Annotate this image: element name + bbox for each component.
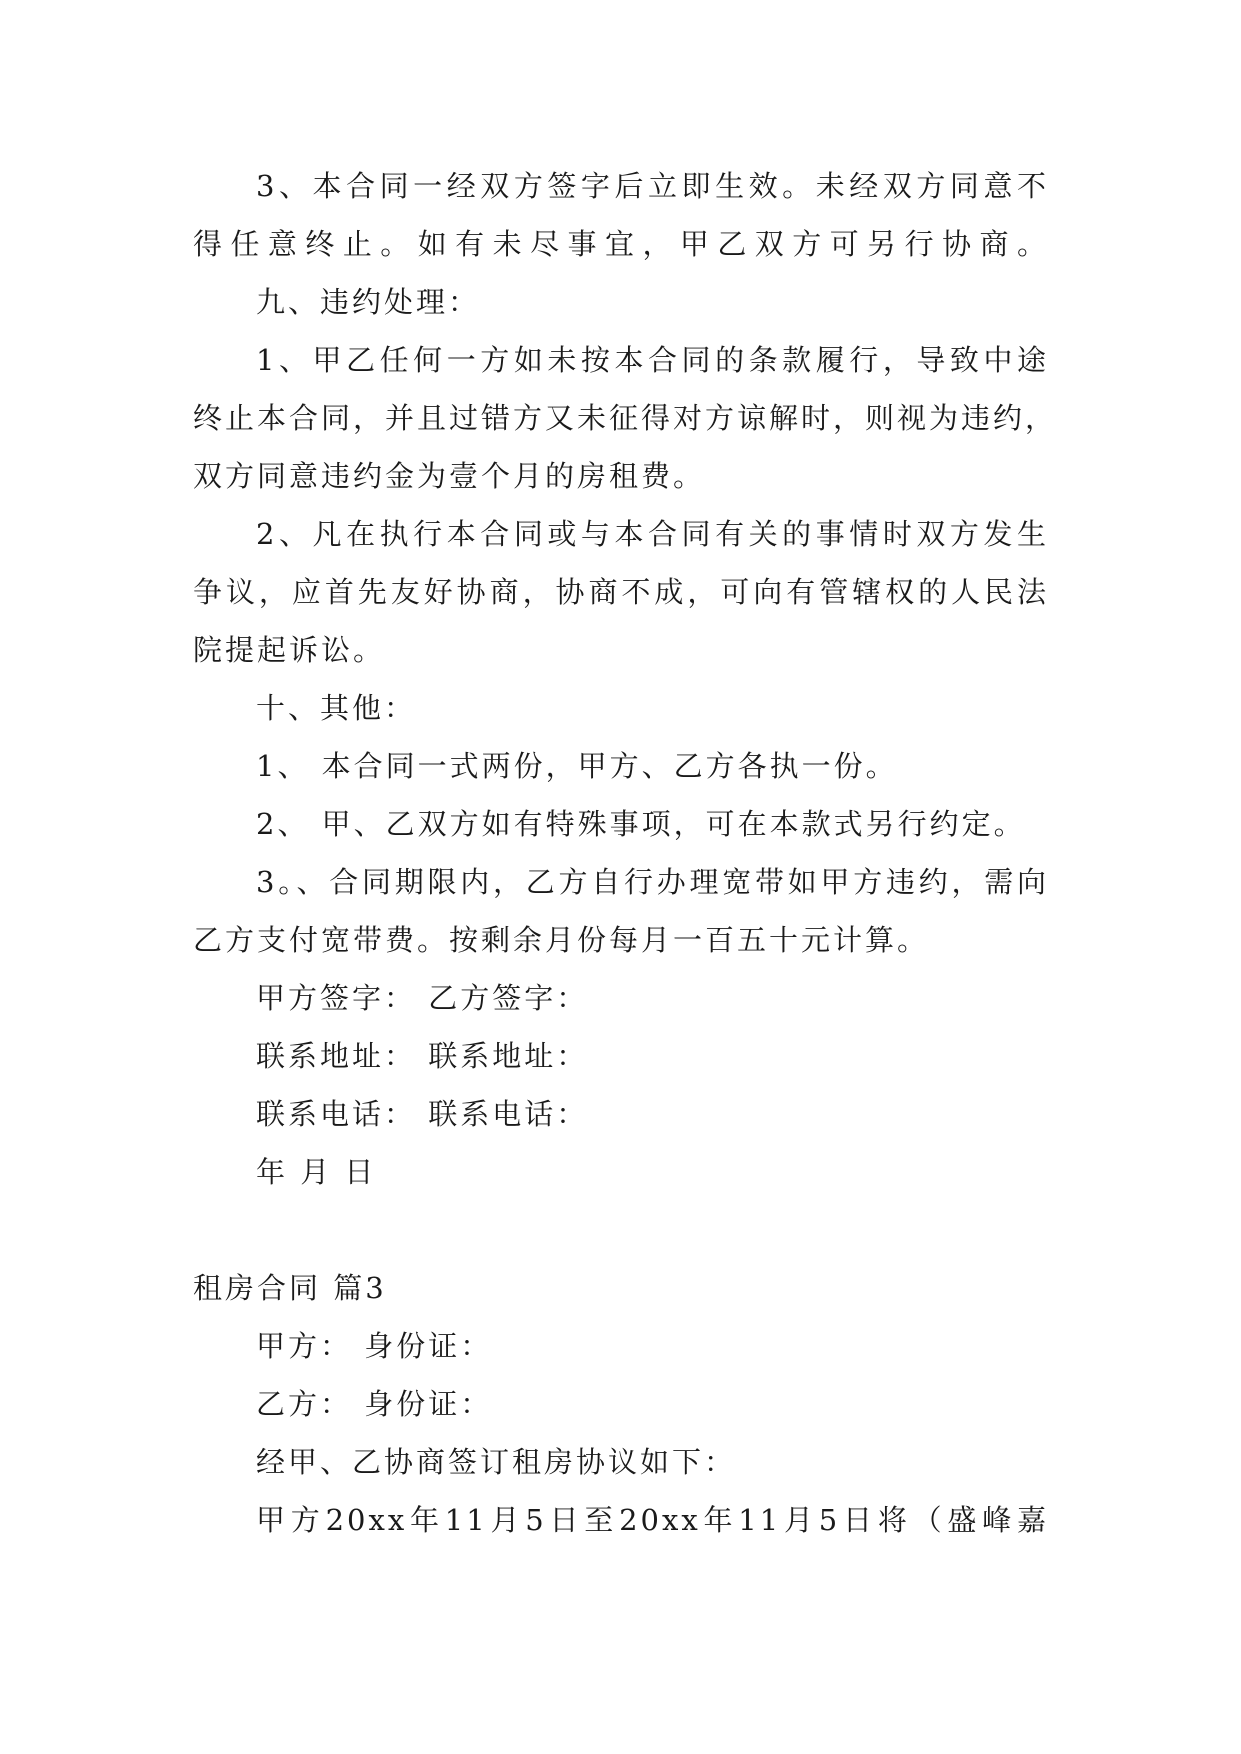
section-heading: 九、违约处理：	[256, 285, 481, 319]
phone-line: 联系电话： 联系电话：	[256, 1097, 589, 1131]
paragraph-line: 3、本合同一经双方签字后立即生效。未经双方同意不	[256, 169, 1049, 203]
paragraph-line: 院提起诉讼。	[193, 633, 386, 667]
paragraph-line: 经甲、乙协商签订租房协议如下：	[256, 1445, 737, 1479]
paragraph-line: 1、甲乙任何一方如未按本合同的条款履行，导致中途	[256, 343, 1049, 377]
contract-title: 租房合同 篇3	[193, 1271, 387, 1305]
date-line: 年 月 日	[256, 1155, 377, 1189]
paragraph-line: 得任意终止。如有未尽事宜，甲乙双方可另行协商。	[193, 227, 1049, 261]
party-b-line: 乙方： 身份证：	[256, 1387, 493, 1421]
paragraph-line: 2、 甲、乙双方如有特殊事项，可在本款式另行约定。	[256, 807, 1026, 841]
section-heading: 十、其他：	[256, 691, 417, 725]
paragraph-line: 双方同意违约金为壹个月的房租费。	[193, 459, 706, 493]
paragraph-line: 3。、合同期限内，乙方自行办理宽带如甲方违约，需向	[256, 865, 1049, 899]
address-line: 联系地址： 联系地址：	[256, 1039, 589, 1073]
paragraph-line: 终止本合同，并且过错方又未征得对方谅解时，则视为违约，	[193, 401, 1058, 435]
paragraph-line: 甲方20xx年11月5日至20xx年11月5日将（盛峰嘉	[256, 1503, 1049, 1537]
paragraph-line: 1、 本合同一式两份，甲方、乙方各执一份。	[256, 749, 898, 783]
paragraph-line: 乙方支付宽带费。按剩余月份每月一百五十元计算。	[193, 923, 930, 957]
party-a-line: 甲方： 身份证：	[256, 1329, 493, 1363]
paragraph-line: 争议，应首先友好协商，协商不成，可向有管辖权的人民法	[193, 575, 1049, 609]
paragraph-line: 2、凡在执行本合同或与本合同有关的事情时双方发生	[256, 517, 1049, 551]
signature-line: 甲方签字： 乙方签字：	[256, 981, 589, 1015]
